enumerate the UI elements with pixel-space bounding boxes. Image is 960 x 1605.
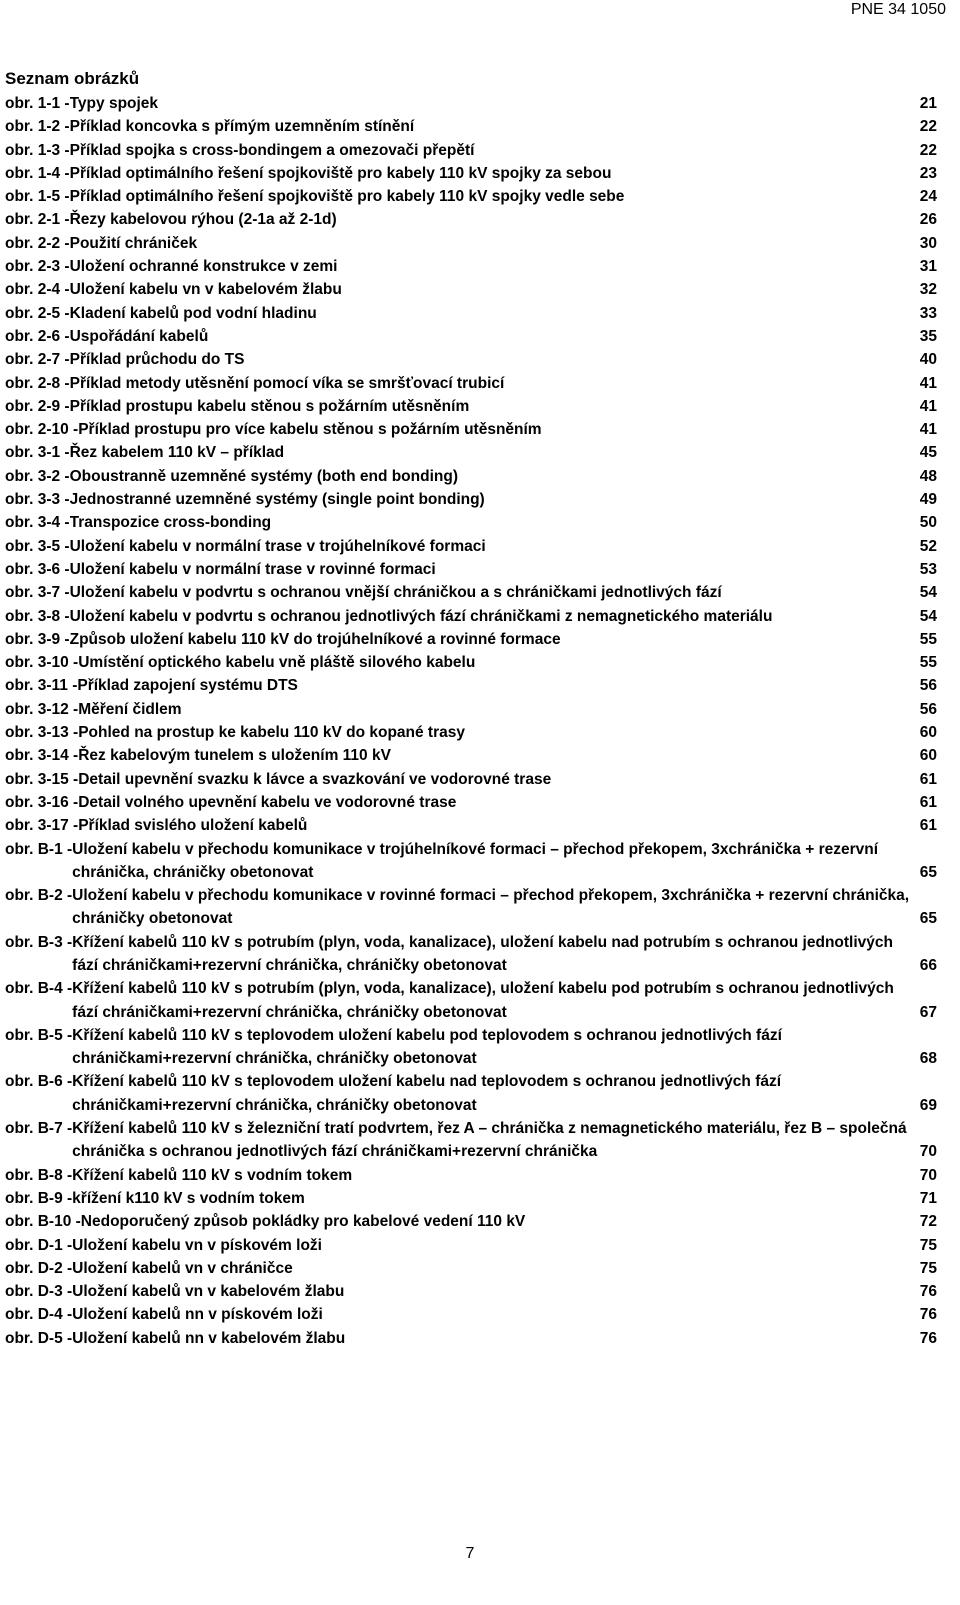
toc-entry-text — [5, 325, 911, 348]
figure-title: Uložení kabelu vn v pískovém loži — [72, 1237, 325, 1254]
figure-page-number: 26 — [911, 208, 937, 231]
figure-title: Uložení kabelů vn v chráničce — [72, 1260, 296, 1277]
toc-entry[interactable] — [5, 721, 937, 744]
figure-label: obr. 3-10 - — [5, 654, 79, 672]
toc-entry[interactable] — [5, 395, 937, 418]
toc-entry[interactable] — [5, 348, 937, 371]
figure-title: Uspořádání kabelů — [70, 328, 212, 345]
toc-entry-text — [5, 605, 911, 628]
figure-title: Uložení kabelu v přechodu komunikace v rovinné formaci – přechod překopem, 3xchránička + rezervní chránička, chráničky obetonovat — [72, 887, 910, 928]
toc-entry[interactable] — [5, 674, 937, 697]
figure-page-number: 67 — [911, 1001, 937, 1024]
figure-title: Příklad prostupu pro více kabelu stěnou s požárním utěsněním — [78, 421, 544, 438]
toc-entry-text — [5, 1280, 911, 1303]
toc-entry-text — [5, 721, 911, 744]
figure-label: obr. B-7 - — [5, 1120, 73, 1138]
toc-entry-text — [5, 465, 911, 488]
figure-page-number: 48 — [911, 465, 937, 488]
toc-entry-text — [5, 558, 911, 581]
toc-entry[interactable] — [5, 162, 937, 185]
toc-entry[interactable] — [5, 558, 937, 581]
figure-label: obr. 3-1 - — [5, 444, 70, 462]
toc-entry[interactable] — [5, 1024, 937, 1071]
figure-title-leader — [72, 884, 911, 931]
figure-title-leader — [70, 325, 911, 348]
figure-title-leader — [70, 255, 911, 278]
toc-entry[interactable] — [5, 185, 937, 208]
figure-title: Řezy kabelovou rýhou (2-1a až 2-1d) — [70, 211, 340, 228]
figure-title-leader — [72, 1257, 911, 1280]
figure-label: obr. 2-2 - — [5, 234, 70, 252]
figure-title: Uložení kabelu v přechodu komunikace v trojúhelníkové formaci – přechod překopem, 3xchránička + rezervní chránička, chráničky obetonovat — [72, 840, 879, 881]
figure-title: křížení k110 kV s vodním tokem — [72, 1190, 308, 1207]
figure-label: obr. 3-15 - — [5, 770, 79, 788]
figure-title: Křížení kabelů 110 kV s potrubím (plyn, voda, kanalizace), uložení kabelu nad potrubím s ochranou jednotlivých fází chráničkami+rezervní chránička, chráničky obetonovat — [72, 933, 893, 974]
figure-page-number: 60 — [911, 721, 937, 744]
figure-label: obr. 3-9 - — [5, 630, 70, 648]
figure-label: obr. 2-10 - — [5, 421, 79, 439]
figure-title: Křížení kabelů 110 kV s potrubím (plyn, voda, kanalizace), uložení kabelu pod potrubím s ochranou jednotlivých fází chráničkami+rezervní chránička, chráničky obetonovat — [72, 980, 894, 1021]
toc-entry[interactable] — [5, 1327, 937, 1350]
toc-entry-text — [5, 1024, 911, 1071]
figure-page-number: 71 — [911, 1187, 937, 1210]
figure-label: obr. 2-7 - — [5, 351, 70, 369]
toc-entry[interactable] — [5, 1257, 937, 1280]
figure-title: Uložení kabelů nn v pískovém loži — [72, 1306, 326, 1323]
figure-page-number: 32 — [911, 278, 937, 301]
figure-title-leader — [77, 674, 911, 697]
figure-page-number: 68 — [911, 1047, 937, 1070]
figure-label: obr. 2-4 - — [5, 281, 70, 299]
figure-label: obr. B-6 - — [5, 1073, 73, 1091]
figure-page-number: 45 — [911, 441, 937, 464]
figure-title-leader — [72, 1187, 911, 1210]
figure-label: obr. 1-5 - — [5, 188, 70, 206]
toc-entry-text — [5, 791, 911, 814]
figure-page-number: 53 — [911, 558, 937, 581]
figure-label: obr. 2-8 - — [5, 374, 70, 392]
figure-label: obr. D-3 - — [5, 1283, 73, 1301]
figure-label: obr. 2-5 - — [5, 304, 70, 322]
figure-title: Typy spojek — [70, 95, 161, 112]
figure-label: obr. B-9 - — [5, 1189, 73, 1207]
figure-label: obr. 3-4 - — [5, 514, 70, 532]
figure-title: Příklad průchodu do TS — [70, 351, 248, 368]
figure-label: obr. 2-6 - — [5, 327, 70, 345]
figure-page-number: 21 — [911, 92, 937, 115]
figure-page-number: 33 — [911, 302, 937, 325]
toc-entry-text — [5, 1257, 911, 1280]
figure-title-leader — [72, 931, 911, 978]
figure-label: obr. 3-8 - — [5, 607, 70, 625]
figure-label: obr. 3-17 - — [5, 817, 79, 835]
toc-entry-text — [5, 441, 911, 464]
toc-entry-text — [5, 418, 911, 441]
figure-title: Řez kabelovým tunelem s uložením 110 kV — [78, 747, 394, 764]
toc-entry-text — [5, 768, 911, 791]
toc-entry-text — [5, 698, 911, 721]
figure-label: obr. D-1 - — [5, 1236, 73, 1254]
figure-title-leader — [70, 278, 911, 301]
figure-title-leader — [81, 1210, 911, 1233]
figure-title: Příklad svislého uložení kabelů — [78, 817, 310, 834]
figure-title: Umístění optického kabelu vně pláště silového kabelu — [78, 654, 478, 671]
figure-title-leader — [78, 651, 911, 674]
toc-entry-text — [5, 139, 911, 162]
toc-entry[interactable] — [5, 1164, 937, 1187]
toc-entry[interactable] — [5, 511, 937, 534]
figure-title: Uložení kabelu v podvrtu s ochranou vnější chráničkou a s chráničkami jednotlivých fází — [70, 584, 725, 601]
toc-entry-text — [5, 255, 911, 278]
figure-page-number: 55 — [911, 651, 937, 674]
page-number: 7 — [465, 1545, 475, 1562]
figure-page-number: 41 — [911, 372, 937, 395]
toc-entry-text — [5, 1303, 911, 1326]
toc-entry-text — [5, 884, 911, 931]
toc-entry[interactable] — [5, 441, 937, 464]
figure-title-leader — [72, 838, 911, 885]
figure-title: Řez kabelem 110 kV – příklad — [70, 444, 288, 461]
toc-entry[interactable] — [5, 581, 937, 604]
figure-page-number: 52 — [911, 535, 937, 558]
figure-title-leader — [72, 1280, 911, 1303]
figure-label: obr. 3-6 - — [5, 560, 70, 578]
figure-page-number: 61 — [911, 814, 937, 837]
toc-entry[interactable] — [5, 1280, 937, 1303]
figure-title: Detail volného upevnění kabelu ve vodorovné trase — [78, 794, 459, 811]
figure-label: obr. 3-11 - — [5, 677, 78, 695]
figure-label: obr. 1-1 - — [5, 95, 70, 112]
figure-title-leader — [72, 1303, 911, 1326]
figure-title: Uložení kabelu v normální trase v rovinné formaci — [70, 561, 439, 578]
toc-entry-text — [5, 372, 911, 395]
toc-entry-text — [5, 115, 911, 138]
toc-entry-text — [5, 581, 911, 604]
figure-title: Detail upevnění svazku k lávce a svazkování ve vodorovné trase — [78, 771, 554, 788]
toc-entry[interactable] — [5, 744, 937, 767]
figure-label: obr. 1-2 - — [5, 118, 70, 136]
figure-title-leader — [72, 1327, 911, 1350]
figure-page-number: 35 — [911, 325, 937, 348]
figure-title-leader — [78, 721, 911, 744]
figure-page-number: 61 — [911, 768, 937, 791]
figure-page-number: 76 — [911, 1280, 937, 1303]
figure-title-leader — [70, 605, 911, 628]
figure-page-number: 50 — [911, 511, 937, 534]
toc-entry[interactable] — [5, 628, 937, 651]
toc-entry[interactable] — [5, 884, 937, 931]
figure-title: Uložení kabelu vn v kabelovém žlabu — [70, 281, 345, 298]
figure-page-number: 70 — [911, 1164, 937, 1187]
figure-label: obr. 2-1 - — [5, 211, 70, 229]
figure-title-leader — [78, 814, 911, 837]
toc-entry[interactable] — [5, 838, 937, 885]
figure-title-leader — [70, 441, 911, 464]
figure-page-number: 41 — [911, 395, 937, 418]
toc-entry[interactable] — [5, 1117, 937, 1164]
toc-heading: Seznam obrázků — [5, 69, 140, 88]
toc-entry[interactable] — [5, 488, 937, 511]
toc-entry-text — [5, 302, 911, 325]
figure-page-number: 41 — [911, 418, 937, 441]
toc-entry[interactable] — [5, 208, 937, 231]
figure-page-number: 70 — [911, 1140, 937, 1163]
figure-title-leader — [70, 348, 911, 371]
document-code: PNE 34 1050 — [850, 1, 946, 18]
toc-entry-text — [5, 1327, 911, 1350]
figure-page-number: 31 — [911, 255, 937, 278]
figure-label: obr. 1-3 - — [5, 141, 70, 159]
toc-entry[interactable] — [5, 1210, 937, 1233]
figure-title-leader — [70, 511, 911, 534]
figure-label: obr. B-2 - — [5, 887, 73, 905]
figure-label: obr. 3-12 - — [5, 700, 79, 718]
toc-entry-text — [5, 185, 911, 208]
toc-entry[interactable] — [5, 977, 937, 1024]
toc-entry-text — [5, 395, 911, 418]
figure-label: obr. 2-9 - — [5, 397, 70, 415]
figure-page-number: 22 — [911, 115, 937, 138]
toc-entry-text — [5, 1070, 911, 1117]
figure-page-number: 61 — [911, 791, 937, 814]
figure-label: obr. 3-14 - — [5, 747, 79, 765]
toc-entry-text — [5, 674, 911, 697]
figure-title: Použití chrániček — [70, 235, 200, 252]
figure-title-leader — [72, 977, 911, 1024]
figure-title: Příklad zapojení systému DTS — [77, 677, 301, 694]
figure-label: obr. B-3 - — [5, 933, 73, 951]
toc-entry[interactable] — [5, 605, 937, 628]
figure-title: Příklad optimálního řešení spojkoviště pro kabely 110 kV spojky za sebou — [70, 165, 615, 182]
figure-title: Uložení kabelu v normální trase v trojúhelníkové formaci — [70, 538, 489, 555]
figure-page-number: 65 — [911, 861, 937, 884]
figure-label: obr. B-1 - — [5, 840, 73, 858]
figure-title: Kladení kabelů pod vodní hladinu — [70, 305, 320, 322]
figure-title-leader — [72, 1234, 911, 1257]
figure-title: Měření čidlem — [78, 701, 184, 718]
figure-page-number: 30 — [911, 232, 937, 255]
figure-title: Příklad optimálního řešení spojkoviště pro kabely 110 kV spojky vedle sebe — [70, 188, 628, 205]
toc-entry[interactable] — [5, 1234, 937, 1257]
figure-title-leader — [78, 744, 911, 767]
figure-page-number: 23 — [911, 162, 937, 185]
figure-title: Příklad prostupu kabelu stěnou s požárním utěsněním — [70, 398, 473, 415]
figure-title-leader — [72, 1117, 911, 1164]
toc-entry[interactable] — [5, 1187, 937, 1210]
figure-list — [5, 92, 937, 1350]
figure-title-leader — [70, 535, 911, 558]
toc-entry[interactable] — [5, 931, 937, 978]
figure-title-leader — [78, 791, 911, 814]
figure-title: Transpozice cross-bonding — [70, 514, 275, 531]
toc-entry[interactable] — [5, 92, 937, 115]
figure-page-number: 60 — [911, 744, 937, 767]
figure-title: Křížení kabelů 110 kV s železniční tratí podvrtem, řez A – chránička z nemagnetického materiálu, řez B – společná chránička s ochranou jednotlivých fází chráničkami+rezervní chránička — [72, 1120, 907, 1161]
toc-entry-text — [5, 511, 911, 534]
toc-entry[interactable] — [5, 302, 937, 325]
toc-entry[interactable] — [5, 325, 937, 348]
figure-label: obr. D-5 - — [5, 1329, 73, 1347]
figure-title-leader — [70, 558, 911, 581]
figure-title: Pohled na prostup ke kabelu 110 kV do kopané trasy — [78, 724, 468, 741]
toc-entry[interactable] — [5, 372, 937, 395]
figure-page-number: 75 — [911, 1234, 937, 1257]
figure-title-leader — [70, 92, 911, 115]
figure-title-leader — [70, 488, 911, 511]
toc-entry[interactable] — [5, 278, 937, 301]
figure-title: Uložení ochranné konstrukce v zemi — [70, 258, 341, 275]
toc-entry-text — [5, 1187, 911, 1210]
figure-page-number: 22 — [911, 139, 937, 162]
figure-page-number: 56 — [911, 674, 937, 697]
figure-title: Nedoporučený způsob pokládky pro kabelové vedení 110 kV — [81, 1213, 528, 1230]
figure-title-leader — [70, 465, 911, 488]
figure-page-number: 40 — [911, 348, 937, 371]
figure-title-leader — [72, 1070, 911, 1117]
figure-title: Způsob uložení kabelu 110 kV do trojúhelníkové a rovinné formace — [70, 631, 564, 648]
figure-title: Uložení kabelů nn v kabelovém žlabu — [72, 1330, 348, 1347]
toc-entry-text — [5, 1117, 911, 1164]
toc-entry[interactable] — [5, 814, 937, 837]
figure-label: obr. D-2 - — [5, 1259, 73, 1277]
toc-entry-text — [5, 628, 911, 651]
toc-entry-text — [5, 92, 911, 115]
figure-title-leader — [72, 1164, 911, 1187]
toc-entry-text — [5, 838, 911, 885]
figure-label: obr. 1-4 - — [5, 164, 70, 182]
figure-label: obr. 3-16 - — [5, 793, 79, 811]
figure-title-leader — [70, 115, 911, 138]
figure-title: Příklad koncovka s přímým uzemněním stínění — [70, 118, 418, 135]
figure-page-number: 56 — [911, 698, 937, 721]
figure-title-leader — [72, 1024, 911, 1071]
figure-label: obr. 3-5 - — [5, 537, 70, 555]
toc-entry-text — [5, 232, 911, 255]
toc-entry[interactable] — [5, 1303, 937, 1326]
figure-page-number: 76 — [911, 1327, 937, 1350]
figure-title-leader — [70, 395, 911, 418]
toc-entry-text — [5, 535, 911, 558]
figure-title-leader — [70, 232, 911, 255]
toc-entry-text — [5, 208, 911, 231]
figure-title: Křížení kabelů 110 kV s teplovodem uložení kabelu pod teplovodem s ochranou jednotlivých fází chráničkami+rezervní chránička, chráničky obetonovat — [72, 1026, 782, 1068]
figure-label: obr. D-4 - — [5, 1306, 73, 1324]
toc-entry-text — [5, 931, 911, 978]
figure-title-leader — [78, 698, 911, 721]
figure-label: obr. B-8 - — [5, 1166, 73, 1184]
toc-entry-text — [5, 651, 911, 674]
toc-entry-text — [5, 1234, 911, 1257]
figure-page-number: 69 — [911, 1094, 937, 1117]
figure-title-leader — [70, 581, 911, 604]
figure-title-leader — [70, 162, 911, 185]
figure-title-leader — [70, 208, 911, 231]
figure-label: obr. 3-13 - — [5, 724, 79, 742]
figure-page-number: 75 — [911, 1257, 937, 1280]
figure-title: Uložení kabelů vn v kabelovém žlabu — [72, 1283, 347, 1300]
figure-page-number: 76 — [911, 1303, 937, 1326]
figure-title: Uložení kabelu v podvrtu s ochranou jednotlivých fází chráničkami z nemagnetického materiálu — [70, 608, 776, 625]
figure-title: Příklad metody utěsnění pomocí víka se smršťovací trubicí — [70, 375, 508, 392]
figure-title: Příklad spojka s cross-bondingem a omezovači přepětí — [70, 142, 478, 159]
figure-title-leader — [78, 768, 911, 791]
toc-entry[interactable] — [5, 791, 937, 814]
toc-entry-text — [5, 1164, 911, 1187]
toc-entry[interactable] — [5, 698, 937, 721]
figure-title: Oboustranně uzemněné systémy (both end bonding) — [70, 468, 461, 485]
toc-entry-text — [5, 278, 911, 301]
figure-title: Jednostranné uzemněné systémy (single point bonding) — [70, 491, 488, 508]
figure-page-number: 54 — [911, 605, 937, 628]
figure-label: obr. 2-3 - — [5, 258, 70, 276]
toc-entry[interactable] — [5, 115, 937, 138]
figure-page-number: 72 — [911, 1210, 937, 1233]
figure-title-leader — [78, 418, 911, 441]
toc-entry[interactable] — [5, 1070, 937, 1117]
figure-label: obr. 3-7 - — [5, 584, 70, 602]
toc-entry[interactable] — [5, 768, 937, 791]
figure-title-leader — [70, 628, 911, 651]
toc-entry[interactable] — [5, 651, 937, 674]
toc-entry[interactable] — [5, 465, 937, 488]
toc-entry[interactable] — [5, 139, 937, 162]
figure-label: obr. B-10 - — [5, 1213, 81, 1231]
figure-page-number: 49 — [911, 488, 937, 511]
toc-entry-text — [5, 162, 911, 185]
figure-page-number: 24 — [911, 185, 937, 208]
toc-entry[interactable] — [5, 255, 937, 278]
figure-title: Křížení kabelů 110 kV s teplovodem uložení kabelu nad teplovodem s ochranou jednotlivých fází chráničkami+rezervní chránička, chráničky obetonovat — [72, 1073, 782, 1114]
figure-title-leader — [70, 302, 911, 325]
figure-page-number: 54 — [911, 581, 937, 604]
figure-title-leader — [70, 185, 911, 208]
toc-entry[interactable] — [5, 418, 937, 441]
figure-label: obr. B-5 - — [5, 1026, 73, 1044]
figure-label: obr. 3-2 - — [5, 467, 70, 485]
toc-entry-text — [5, 814, 911, 837]
figure-page-number: 66 — [911, 954, 937, 977]
toc-entry[interactable] — [5, 232, 937, 255]
figure-page-number: 65 — [911, 907, 937, 930]
figure-title: Křížení kabelů 110 kV s vodním tokem — [72, 1167, 355, 1184]
toc-entry-text — [5, 744, 911, 767]
figure-label: obr. B-4 - — [5, 980, 73, 998]
figure-title-leader — [70, 139, 911, 162]
figure-title-leader — [70, 372, 911, 395]
toc-entry-text — [5, 488, 911, 511]
figure-page-number: 55 — [911, 628, 937, 651]
toc-entry-text — [5, 1210, 911, 1233]
toc-entry[interactable] — [5, 535, 937, 558]
figure-label: obr. 3-3 - — [5, 491, 70, 509]
toc-entry-text — [5, 977, 911, 1024]
toc-entry-text — [5, 348, 911, 371]
